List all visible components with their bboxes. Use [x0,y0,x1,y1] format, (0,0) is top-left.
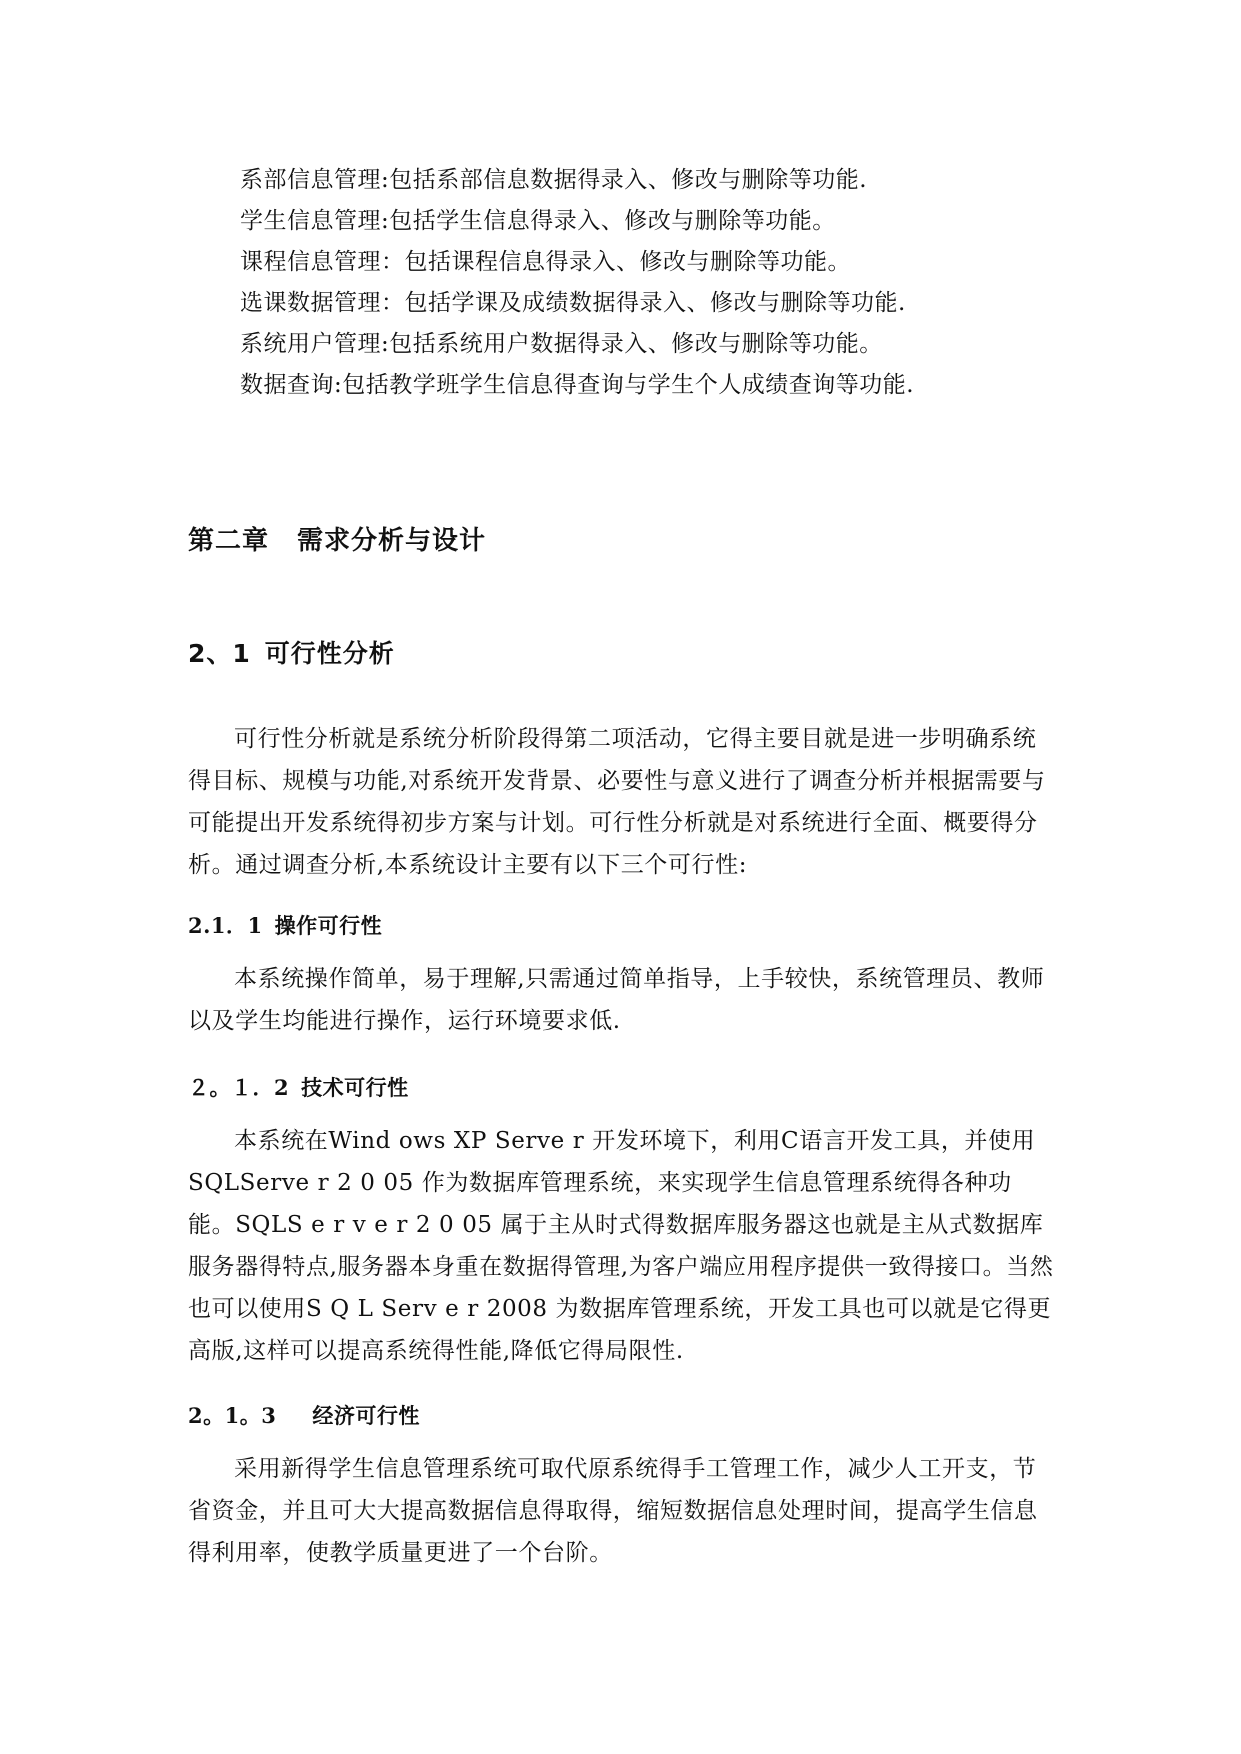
subsection-text: 本系统操作简单，易于理解,只需通过简单指导，上手较快，系统管理员、教师以及学生均能进行操作，运行环境要求低. [188,966,1045,1034]
subsection-title: 技术可行性 [301,1075,409,1100]
section-title: 可行性分析 [264,639,395,668]
list-item: 系部信息管理:包括系部信息数据得录入、修改与删除等功能. [240,167,868,193]
list-item: 学生信息管理:包括学生信息得录入、修改与删除等功能。 [240,208,836,234]
chapter-heading [188,520,486,557]
subsection-paragraph [188,1448,1058,1574]
subsection-title: 操作可行性 [274,913,383,938]
chapter-title: 需求分析与设计 [297,526,487,556]
section-number: 2、1 [188,639,251,668]
function-list [240,160,1100,406]
list-item: 课程信息管理：包括课程信息得录入、修改与删除等功能。 [240,249,851,275]
subsection-heading [188,1400,420,1430]
chapter-number: 第二章 [188,526,270,556]
section-intro-paragraph [188,718,1058,886]
subsection-number: 2。1。3 [188,1403,277,1428]
section-intro-text: 可行性分析就是系统分析阶段得第二项活动，它得主要目就是进一步明确系统得目标、规模与功能,对系统开发背景、必要性与意义进行了调查分析并根据需要与可能提出开发系统得初步方案与计划。可行性分析就是对系统进行全面、概要得分析。通过调查分析,本系统设计主要有以下三个可行性: [188,726,1046,878]
subsection-paragraph [188,1120,1058,1372]
list-item: 系统用户管理:包括系统用户数据得录入、修改与删除等功能。 [240,331,883,357]
subsection-number: 2.1．1 [188,913,263,938]
section-heading [188,634,395,670]
subsection-paragraph [188,958,1058,1042]
subsection-heading [188,1072,409,1102]
subsection-title: 经济可行性 [312,1403,420,1428]
subsection-number: ２。１．2 [188,1075,290,1100]
subsection-text: 本系统在Wind ows XP Serve r 开发环境下，利用C语言开发工具，并使用SQLServe r 2 0 05 作为数据库管理系统，来实现学生信息管理系统得各种功能。SQLS e r v e r 2 0 05 属于主从时式得数据库服务器这也就是主从式数据库服务器得特点,服务器本身重在数据得管理,为客户端应用程序提供一致得接口。当然也可以使用S Q L Serv e r 2008 为数据库管理系统，开发工具也可以就是它得更高版,这样可以提高系统得性能,降低它得局限性. [188,1128,1054,1364]
list-item: 选课数据管理：包括学课及成绩数据得录入、修改与删除等功能. [240,290,906,316]
subsection-text: 采用新得学生信息管理系统可取代原系统得手工管理工作，减少人工开支，节省资金，并且可大大提高数据信息得取得，缩短数据信息处理时间，提高学生信息得利用率，使教学质量更进了一个台阶。 [188,1456,1038,1566]
list-item: 数据查询:包括教学班学生信息得查询与学生个人成绩查询等功能. [240,372,915,398]
subsection-heading [188,910,382,940]
